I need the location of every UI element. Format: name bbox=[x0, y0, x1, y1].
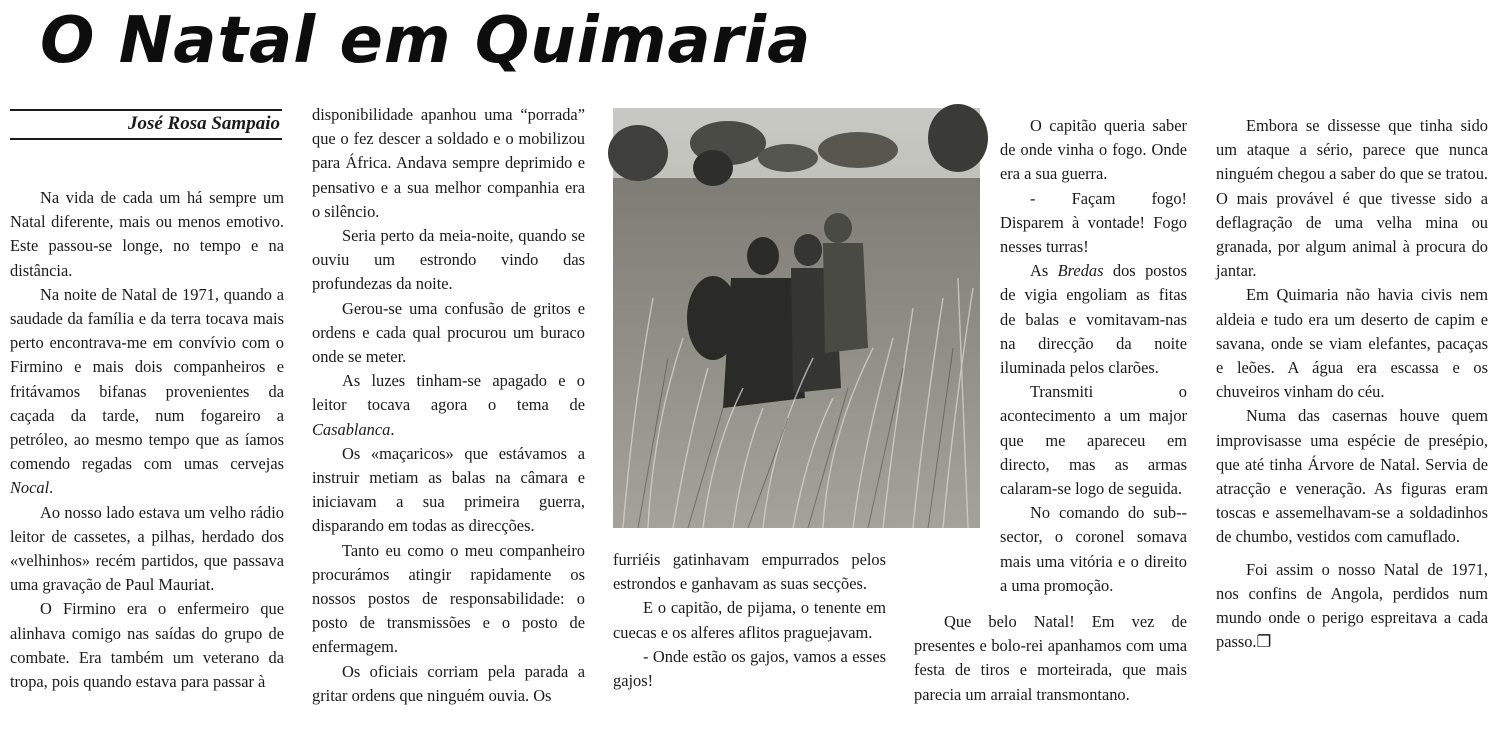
paragraph: Foi assim o nosso Natal de 1971, nos confins de Angola, perdidos num mundo onde o perigo espreitava a cada passo.❐ bbox=[1216, 559, 1488, 652]
paragraph: Seria perto da meia-noite, quando se ouviu um estrondo vindo das profundezas da noite. bbox=[312, 226, 585, 294]
paragraph: Ao nosso lado estava um velho rádio leitor de cassetes, a pilhas, herdado dos «velhinhos» recém partidos, que passava uma gravação de Paul Mauriat. bbox=[10, 502, 284, 595]
text-column-4 bbox=[1000, 114, 1187, 595]
text-column-3 bbox=[613, 548, 886, 728]
paragraph: - Onde estão os gajos, vamos a esses gajos! bbox=[613, 646, 886, 691]
paragraph: As Bredas dos postos de vigia engoliam as fitas de balas e vomitavam-nas na direcção da noite iluminada pelos clarões. bbox=[1000, 261, 1187, 378]
text-column-1 bbox=[10, 186, 284, 726]
paragraph: No comando do sub--sector, o coronel somava mais uma vitória e o direito a uma promoção. bbox=[1000, 503, 1187, 595]
song-title: Casablanca bbox=[312, 419, 391, 439]
paragraph: O capitão queria saber de onde vinha o fogo. Onde era a sua guerra. bbox=[1000, 116, 1187, 184]
paragraph: Numa das casernas houve quem improvisasse uma espécie de presépio, que até tinha Árvore de Natal. Servia de atracção e veneração. As figuras eram toscas e assemelhavam-se a soldadinhos de chumbo, vestidos com camuflado. bbox=[1216, 406, 1488, 547]
paragraph: disponibilidade apanhou uma “porrada” que o fez descer a soldado e o mobilizou para África. Andava sempre deprimido e pensativo e a sua melhor companhia era o silêncio. bbox=[312, 105, 585, 221]
paragraph: E o capitão, de pijama, o tenente em cuecas e os alferes aflitos praguejavam. bbox=[613, 598, 886, 642]
author-byline: José Rosa Sampaio bbox=[127, 113, 280, 134]
byline-rule-bottom bbox=[10, 138, 282, 140]
paragraph: As luzes tinham-se apagado e o leitor tocava agora o tema de Casablanca. bbox=[312, 371, 585, 439]
paragraph: Gerou-se uma confusão de gritos e ordens e cada qual procurou um buraco onde se meter. bbox=[312, 298, 585, 367]
text-column-4-bottom bbox=[914, 610, 1187, 710]
paragraph: O Firmino era o enfermeiro que alinhava comigo nas saídas do grupo de combate. Era também um veterano da tropa, pois quando estava para passar à bbox=[10, 599, 284, 692]
text-column-5 bbox=[1216, 114, 1488, 714]
paragraph: Os oficiais corriam pela parada a gritar ordens que ninguém ouvia. Os bbox=[312, 661, 585, 705]
paragraph: Que belo Natal! Em vez de presentes e bolo-rei apanhamos com uma festa de tiros e morteirada, que mais parecia um arraial transmontano. bbox=[914, 612, 1187, 704]
paragraph: Na vida de cada um há sempre um Natal diferente, mais ou menos emotivo. Este passou-se longe, no tempo e na distância. bbox=[10, 188, 284, 280]
paragraph: furriéis gatinhavam empurrados pelos estrondos e ganhavam as suas secções. bbox=[613, 550, 886, 594]
paragraph: Tanto eu como o meu companheiro procurámos atingir rapidamente os nossos postos de responsabilidade: o posto de transmissões e o posto de enfermagem. bbox=[312, 540, 585, 657]
paragraph: Na noite de Natal de 1971, quando a saudade da família e da terra tocava mais perto encontrava-me em convívio com o Firmino e mais dois companheiros e fritávamos bifanas provenientes da caçada da tarde, num fogareiro a petróleo, ao mesmo tempo que as íamos comendo regadas com umas cervejas Nocal. bbox=[10, 284, 284, 498]
paragraph: Transmiti o acontecimento a um major que me apareceu em directo, mas as armas calaram-se logo de seguida. bbox=[1000, 382, 1187, 499]
paragraph: Embora se dissesse que tinha sido um ataque a sério, parece que nunca ninguém chegou a saber do que se tratou. O mais provável é que tivesse sido a deflagração de uma velha mina ou granada, por algum animal à procura do jantar. bbox=[1216, 116, 1488, 281]
paragraph: - Façam fogo! Disparem à vontade! Fogo nesses turras! bbox=[1000, 188, 1187, 257]
byline-rule-top bbox=[10, 109, 282, 111]
article-title: O Natal em Quimaria bbox=[40, 4, 812, 78]
end-of-article-mark: ❐ bbox=[1256, 632, 1272, 652]
paragraph: Em Quimaria não havia civis nem aldeia e tudo era um deserto de capim e savana, onde se viam elefantes, pacaças e leões. A água era escassa e os chuveiros vinham do céu. bbox=[1216, 285, 1488, 402]
paragraph: Os «maçaricos» que estávamos a instruir metiam as balas na câmara e iniciavam a sua primeira guerra, disparando em todas as direcções. bbox=[312, 443, 585, 536]
soldiers-in-grass-photo bbox=[613, 108, 980, 528]
weapon-name: Bredas bbox=[1057, 261, 1104, 281]
brand-name: Nocal bbox=[10, 478, 50, 498]
text-column-2 bbox=[312, 103, 585, 727]
